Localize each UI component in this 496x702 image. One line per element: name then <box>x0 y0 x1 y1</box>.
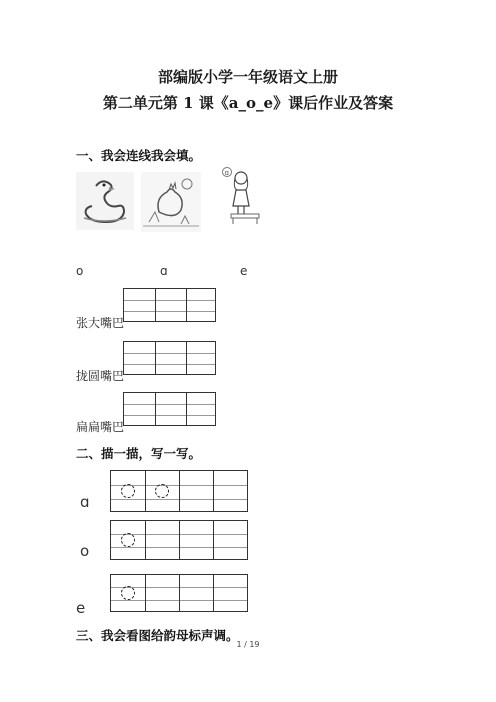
section-2-heading: 二、描一描，写一写。 <box>76 446 202 461</box>
writing-grid[interactable] <box>123 341 216 375</box>
writing-grid[interactable] <box>123 288 216 322</box>
trace-circle-icon <box>121 586 135 600</box>
goose-picture <box>76 172 134 230</box>
girl-picture <box>219 166 265 226</box>
letter-o: o <box>76 264 84 278</box>
model-letter-e: e <box>76 599 86 617</box>
mouth-shape-label: 扁扁嘴巴 <box>76 420 125 434</box>
model-letter-a: ɑ <box>80 493 90 511</box>
rooster-picture <box>141 172 201 232</box>
letter-e: e <box>240 264 248 278</box>
letter-a: ɑ <box>160 264 168 278</box>
section-1-heading: 一、我会连线我会填。 <box>76 148 202 163</box>
trace-grid[interactable] <box>110 520 248 560</box>
trace-grid[interactable] <box>110 574 248 612</box>
svg-text:ɑ: ɑ <box>224 169 229 177</box>
trace-circle-icon <box>155 484 169 498</box>
trace-circle-icon <box>121 484 135 498</box>
page-number: 1 / 19 <box>236 640 260 649</box>
trace-circle-icon <box>121 533 135 547</box>
mouth-shape-label: 拢圆嘴巴 <box>76 369 125 383</box>
mouth-shape-label: 张大嘴巴 <box>76 316 125 330</box>
model-letter-o: o <box>80 542 90 560</box>
writing-grid[interactable] <box>123 392 216 426</box>
page-subtitle: 第二单元第 1 课《a_o_e》课后作业及答案 <box>102 94 394 112</box>
page-title: 部编版小学一年级语文上册 <box>157 68 338 86</box>
trace-grid[interactable] <box>110 470 248 512</box>
section-3-heading: 三、我会看图给韵母标声调。 <box>76 628 239 643</box>
